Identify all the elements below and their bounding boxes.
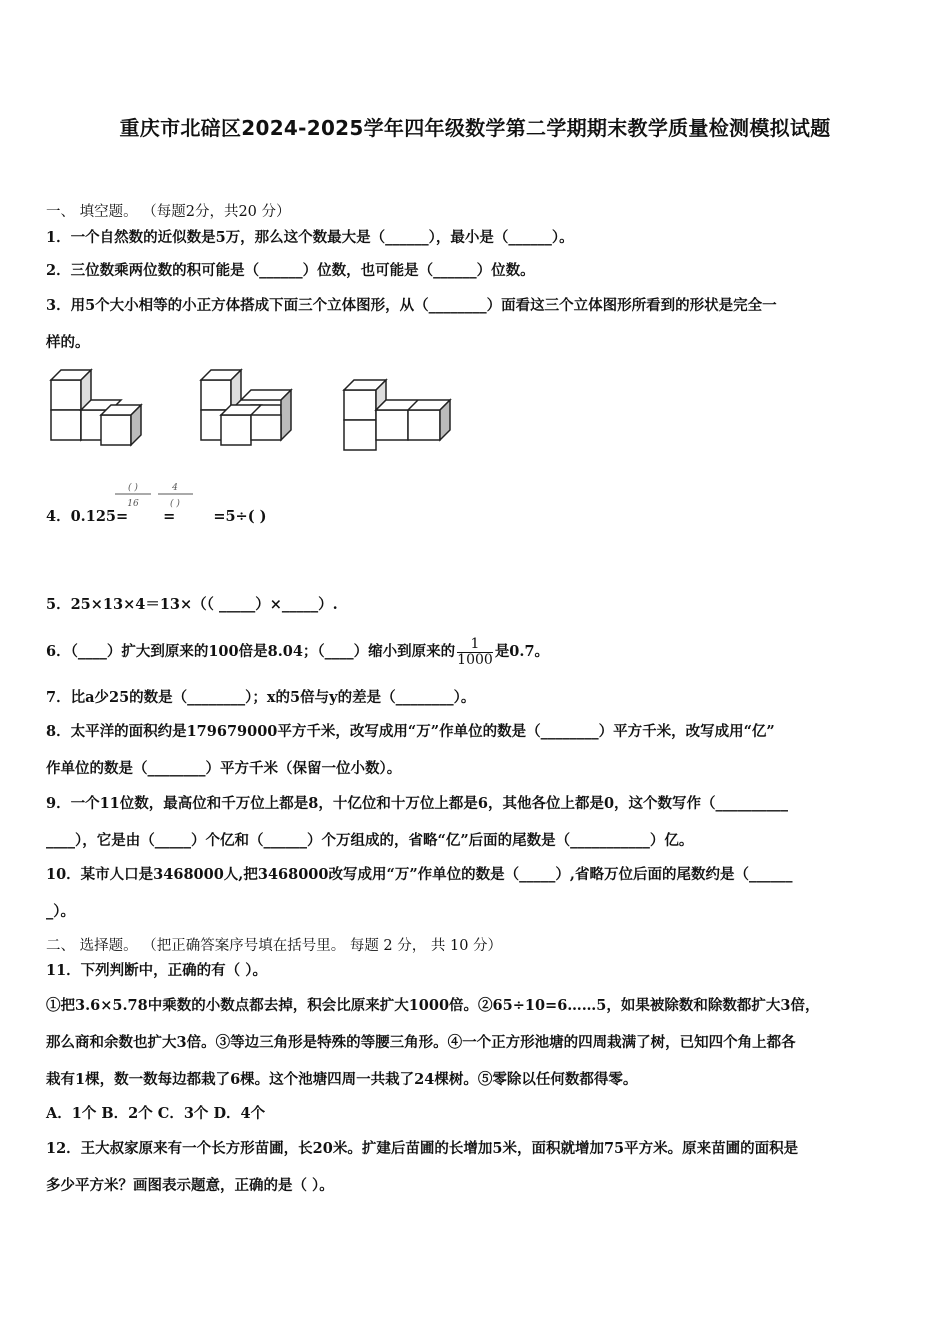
q4-frac2-den: ( ) [170,499,180,509]
question-11-text1: ①把3.6×5.78中乘数的小数点都去掉，积会比原来扩大1000倍。②65÷10=6……5，如果被除数和除数都扩大3倍， [46,997,820,1014]
section2-heading: 二、 选择题。 （把正确答案序号填在括号里。 每题 2 分， 共 10 分） [46,938,503,954]
cube-figure-2 [201,370,291,445]
question-12-line1: 12．王大叔家原来有一个长方形苗圃，长20米。扩建后苗圃的长增加5米，面积就增加75平方米。原来苗圃的面积是 [46,1140,799,1157]
q4-lead: 4．0.125= [46,508,129,525]
question-10-line1: 10．某市人口是3468000人,把3468000改写成用“万”作单位的数是（_____）,省略万位后面的尾数约是（______ [46,866,793,883]
question-7: 7．比a少25的数是（________）；x的5倍与y的差是（________）。 [46,689,476,706]
question-10-line2: _）。 [46,903,75,920]
question-8-line2: 作单位的数是（________）平方千米（保留一位小数）。 [46,760,402,777]
q6-frac-num: 1 [457,637,493,653]
section1-heading: 一、 填空题。 （每题2分，共20 分） [46,204,291,220]
cube-figures [46,365,466,460]
q6-fraction [457,637,493,668]
question-8-line1: 8．太平洋的面积约是179679000平方千米，改写成用“万”作单位的数是（________）平方千米，改写成用“亿” [46,723,775,740]
question-5: 5．25×13×4＝13×（（ _____）×_____）. [46,596,338,613]
q4-tail: =5÷( ) [213,508,267,525]
question-11-text3: 栽有1棵，数一数每边都栽了6棵。这个池塘四周一共栽了24棵树。⑤零除以任何数都得零。 [46,1071,638,1088]
question-9-line1: 9．一个11位数，最高位和千万位上都是8，十亿位和十万位上都是6，其他各位上都是0，这个数写作（__________ [46,795,789,812]
q4-frac1-num: ( ) [128,483,138,493]
q6-frac-den: 1000 [457,651,493,668]
q6-tail: 是0.7。 [494,643,550,660]
question-2: 2．三位数乘两位数的积可能是（______）位数，也可能是（______）位数。 [46,262,535,279]
question-11: 11．下列判断中，正确的有（ ）。 [46,962,267,979]
question-3-line2: 样的。 [46,334,90,351]
question-12-line2: 多少平方米？画图表示题意，正确的是（ ）。 [46,1177,334,1194]
question-1: 1．一个自然数的近似数是5万，那么这个数最大是（______），最小是（______）。 [46,229,574,246]
q4-fractions [113,476,203,516]
q4-frac1-den: 16 [127,499,139,509]
question-9-line2: ____），它是由（_____）个亿和（______）个万组成的，省略“亿”后面的尾数是（___________）亿。 [46,832,694,849]
question-3-line1: 3．用5个大小相等的小正方体搭成下面三个立体图形，从（________）面看这三个立体图形所看到的形状是完全一 [46,297,777,314]
cube-figure-1 [51,370,141,445]
question-6 [46,634,549,670]
question-11-text2: 那么商和余数也扩大3倍。③等边三角形是特殊的等腰三角形。④一个正方形池塘的四周栽满了树，已知四个角上都各 [46,1034,796,1051]
cube-figure-3 [344,380,450,450]
question-11-options: A．1个 B．2个 C．3个 D．4个 [46,1105,266,1122]
q4-frac2-num: 4 [172,483,178,493]
q6-lead: 6．（____）扩大到原来的100倍是8.04；（____）缩小到原来的 [46,643,456,660]
q4-equals: = [163,508,176,525]
page-title: 重庆市北碚区2024-2025学年四年级数学第二学期期末教学质量检测模拟试题 [119,116,831,140]
